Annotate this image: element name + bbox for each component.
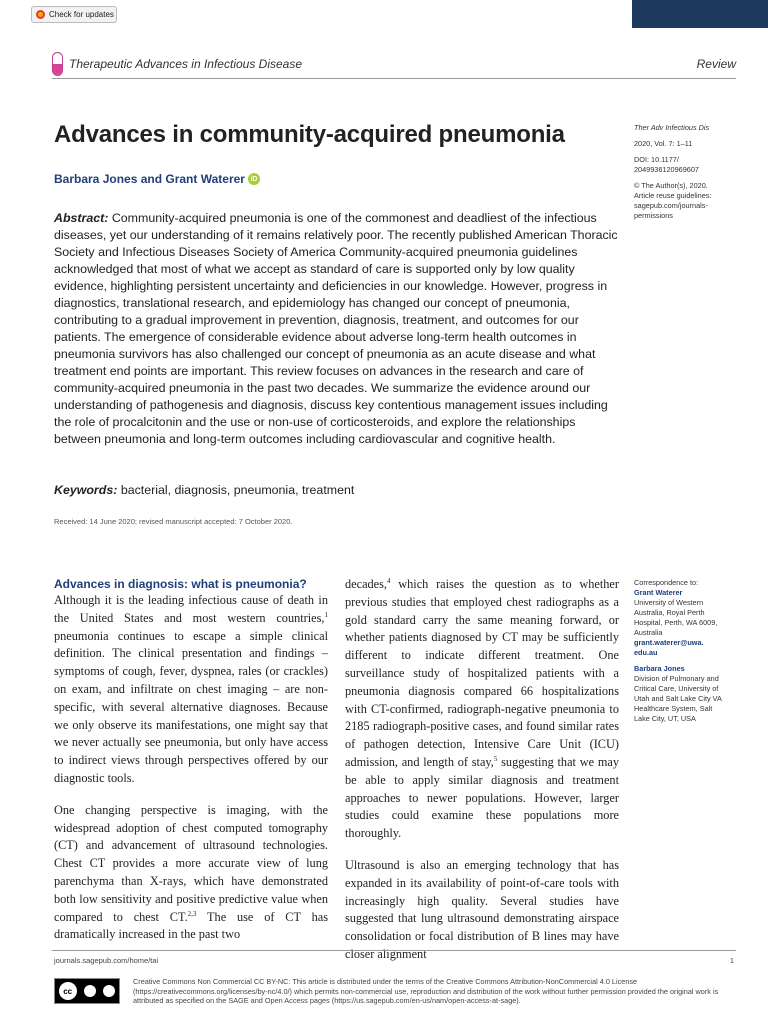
paragraph-text: suggesting that we may be able to apply similar diagnosis and treatment approaches to newer populations. However, larger studies could examine these populations more thoroughly. xyxy=(345,754,619,841)
volume-info: 2020, Vol. 7: 1–11 xyxy=(634,139,693,148)
reuse-link-part1[interactable]: sagepub.com/journals- xyxy=(634,201,708,210)
citation-ref[interactable]: 5 xyxy=(493,754,498,763)
address-line: Healthcare System, Salt xyxy=(634,704,713,713)
correspondence-name: Grant Waterer xyxy=(634,588,683,597)
doi-value[interactable]: 2049936120969607 xyxy=(634,165,699,174)
check-for-updates-button[interactable] xyxy=(31,6,117,23)
cc-icon: cc xyxy=(59,982,77,1000)
address-line: Australia, Royal Perth xyxy=(634,608,705,617)
cc-license-badge[interactable] xyxy=(54,978,120,1004)
reuse-link-part2[interactable]: permissions xyxy=(634,211,673,220)
address-line: Hospital, Perth, WA 6009, xyxy=(634,618,718,627)
body-column-1 xyxy=(54,576,328,958)
abstract-text: Community-acquired pneumonia is one of the commonest and deadliest of the infectious diseases, yet our understanding of it remains relatively poor. The recently published American Thoracic Society and Infectious Diseases Society of America Community-acquired pneumonia guidelines acknowledged that most of what we accept as standard of care is supported only by low quality evidence, highlighting persistent uncertainty and deficiencies in our knowledge. However, progress in diagnostics, translational research, and epidemiology has changed our concept of pneumonia, contributing to a gradual improvement in prevention, diagnosis, treatment, and outcomes for our patients. The emergence of considerable evidence about adverse long-term health outcomes in pneumonia survivors has also challenged our concept of pneumonia as an acute disease and what treatment end points are important. This review focuses on advances in the research and care of community-acquired pneumonia in the past two decades. We summarize the evidence around our understanding of pathogenesis and diagnosis, discuss key contentious management issues including the role of procalcitonin and the use or non-use of corticosteroids, and explore the relationships between pneumonia and long-term outcomes including cardiovascular and cognitive health. xyxy=(54,211,618,446)
check-for-updates-label: Check for updates xyxy=(49,10,114,19)
address-line: Division of Pulmonary and xyxy=(634,674,719,683)
citation-ref[interactable]: 2,3 xyxy=(187,909,197,918)
address-line: Lake City, UT, USA xyxy=(634,714,696,723)
journal-pill-icon xyxy=(52,52,63,76)
paragraph xyxy=(345,857,619,964)
section-heading: Advances in diagnosis: what is pneumonia? xyxy=(54,577,307,591)
correspondence-label: Correspondence to: xyxy=(634,578,699,587)
abstract xyxy=(54,210,622,448)
author-list xyxy=(54,172,260,186)
paragraph xyxy=(345,576,619,843)
nc-icon xyxy=(103,985,115,997)
body-column-2 xyxy=(345,576,619,978)
address-line: Australia xyxy=(634,628,663,637)
keywords xyxy=(54,483,354,497)
doi-label: DOI: 10.1177/ xyxy=(634,155,679,164)
keywords-text: bacterial, diagnosis, pneumonia, treatment xyxy=(120,483,355,497)
paragraph-text: decades, xyxy=(345,577,387,591)
address-line: University of Western xyxy=(634,598,704,607)
paragraph-text: One changing perspective is imaging, with the widespread adoption of chest computed tomography (CT) and advancement of ultrasound technologies. Chest CT provides a more accurate view of lung parenchyma than X-rays, which have demonstrated both low sensitivity and positive predictive value when compared to chest CT. xyxy=(54,802,328,924)
paragraph-text: The use of CT has dramatically increased in the past two xyxy=(54,909,328,942)
authors-text: Barbara Jones and Grant Waterer xyxy=(54,172,245,186)
address-line: Critical Care, University of xyxy=(634,684,719,693)
copyright: © The Author(s), 2020. xyxy=(634,181,708,190)
article-type: Review xyxy=(696,57,736,71)
address-line: Utah and Salt Lake City VA xyxy=(634,694,722,703)
correspondence xyxy=(634,578,746,724)
paragraph-text: Ultrasound is also an emerging technology that has expanded in its availability of point-of-care tools with increasingly high quality. Several studies have suggested that lung ultrasound demonstrating airspace consolidation or focal distribution of B lines may have closer alignment xyxy=(345,857,619,961)
citation-ref[interactable]: 1 xyxy=(324,610,328,619)
article-title: Advances in community-acquired pneumonia xyxy=(54,121,565,148)
citation-ref[interactable]: 4 xyxy=(387,576,391,585)
email-link[interactable]: grant.waterer@uwa. xyxy=(634,638,704,647)
paragraph xyxy=(54,802,328,944)
journal-header xyxy=(52,56,736,79)
license-text: Creative Commons Non Commercial CC BY-NC: This article is distributed under the terms of the Creative Commons Attribution-NonCommercial 4.0 License (https://creativecommons.org/licenses/by-nc/4.0/) which permits non-commercial use, reproduction and distribution of the work without further permission provided the original work is attributed as specified on the SAGE and Open Access pages (https://us.sagepub.com/en-us/nam/open-access-at-sage). xyxy=(133,977,719,1006)
paragraph-text: pneumonia continues to escape a simple clinical definition. The clinical presentation and findings – symptoms of cough, fever, dyspnea, rales (or crackles) on exam, and infiltrate on chest imaging – are non-specific, with several alternative diagnoses. Because we only observe its manifestations, one might say that we never actually see pneumonia, but only have access to indirect views through perspectives offered by our diagnostic tools. xyxy=(54,628,328,785)
journal-abbreviation: Ther Adv Infectious Dis xyxy=(634,123,710,132)
crossmark-icon xyxy=(36,10,45,19)
received-dates: Received: 14 June 2020; revised manuscript accepted: 7 October 2020. xyxy=(54,517,293,526)
header-color-block xyxy=(632,0,768,28)
paragraph-text: Although it is the leading infectious cause of death in the United States and most western countries, xyxy=(54,593,328,625)
page-number: 1 xyxy=(729,956,734,965)
orcid-icon[interactable]: iD xyxy=(248,173,260,185)
footer-divider xyxy=(52,950,736,951)
second-author-name: Barbara Jones xyxy=(634,664,685,673)
paragraph xyxy=(54,592,328,788)
reuse-guidelines: Article reuse guidelines: xyxy=(634,191,712,200)
abstract-label: Abstract: xyxy=(54,211,109,225)
keywords-label: Keywords: xyxy=(54,483,118,497)
email-link[interactable]: edu.au xyxy=(634,648,658,657)
paragraph-text: which raises the question as to whether previous studies that employed chest radiographs as a gold standard carry the same meaning forward, or whether patients diagnosed by CT may be sufficiently different to indicate different treatment. One surveillance study of hospitalized patients with a pneumonia diagnosis compared 66 hospitalizations with CT-confirmed, radiograph-negative pneumonia to 2185 radiograph-positive cases, and found similar rates of pathogen detection, Intensive Care Unit (ICU) admission, and length of stay, xyxy=(345,577,619,769)
article-metadata xyxy=(634,123,744,227)
journal-url[interactable]: journals.sagepub.com/home/tai xyxy=(54,956,159,965)
journal-name: Therapeutic Advances in Infectious Disease xyxy=(69,57,303,71)
by-icon xyxy=(84,985,96,997)
